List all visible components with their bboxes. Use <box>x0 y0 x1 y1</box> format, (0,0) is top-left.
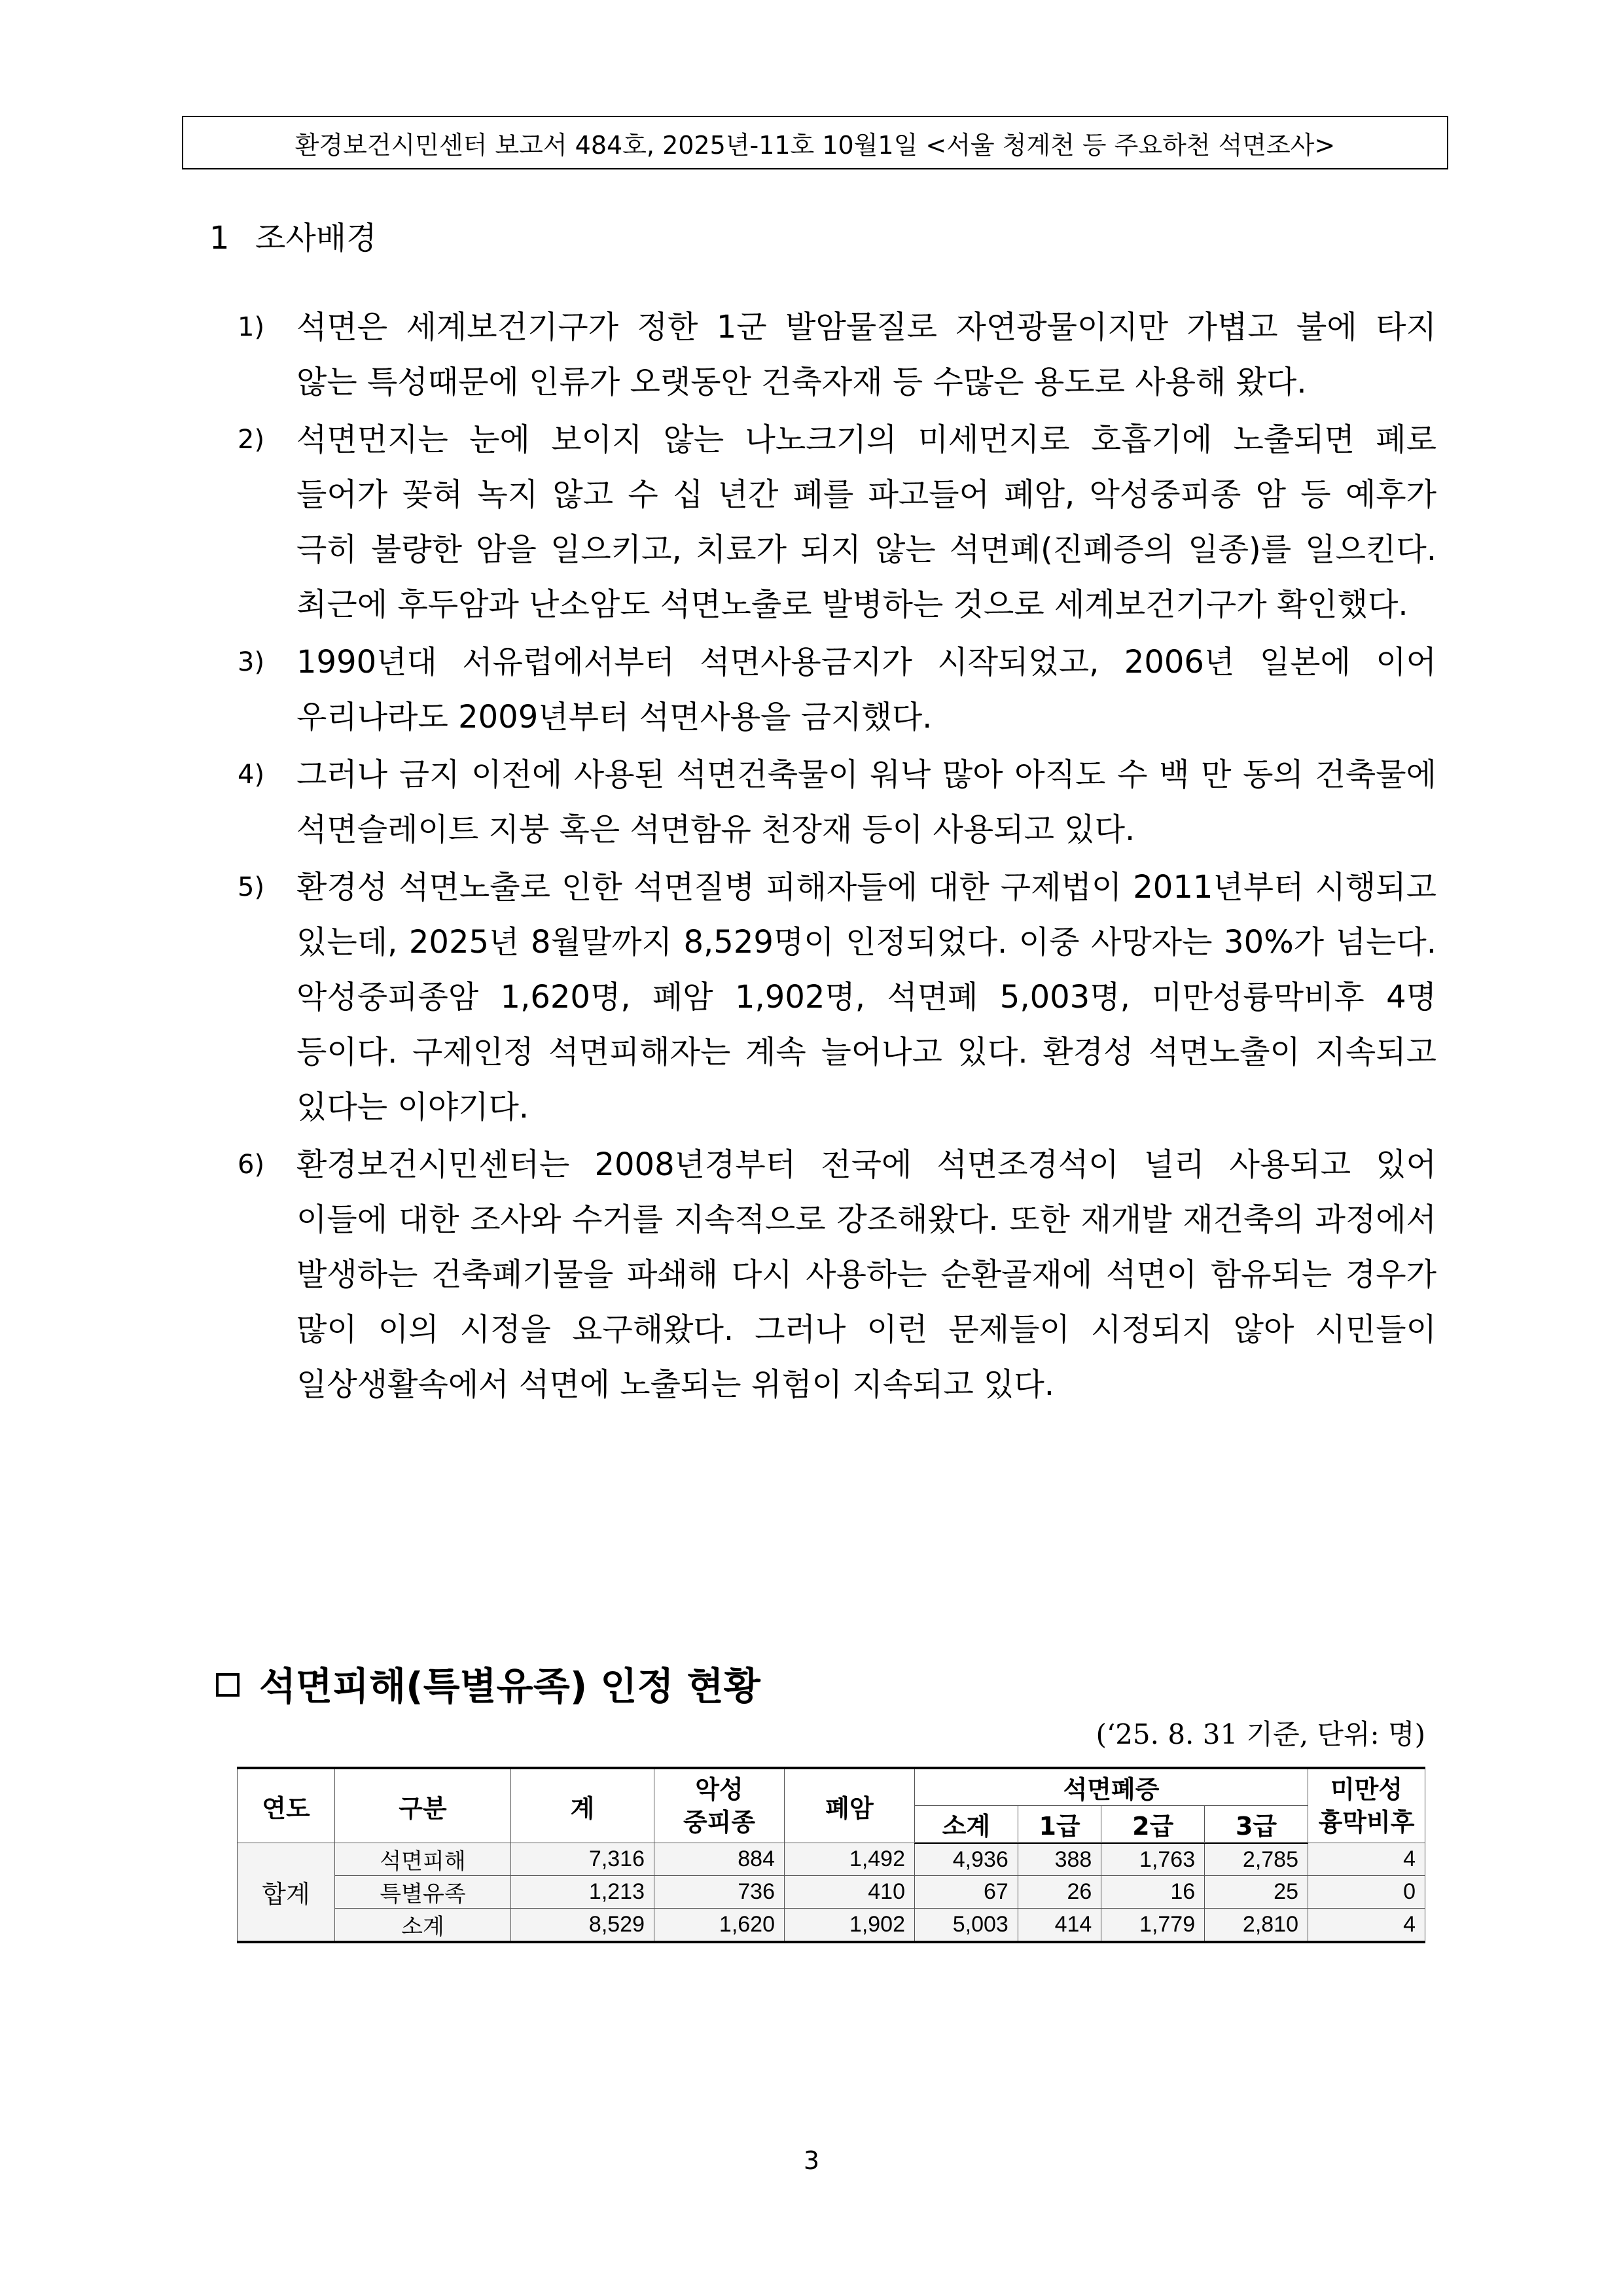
pleural-cell: 0 <box>1308 1876 1425 1909</box>
section-heading <box>209 213 376 258</box>
col-header-grade3: 3급 <box>1205 1806 1308 1843</box>
grade2-cell: 1,763 <box>1101 1843 1205 1876</box>
col-header-mesothelioma: 악성 중피종 <box>654 1768 785 1843</box>
pleural-cell: 4 <box>1308 1843 1425 1876</box>
col-header-asbestosis: 석면폐증 <box>915 1768 1308 1806</box>
list-item <box>232 1137 1436 1412</box>
subtotal-cell: 5,003 <box>915 1909 1018 1943</box>
list-item-text: 석면은 세계보건기구가 정한 1군 발암물질로 자연광물이지만 가볍고 불에 타지 않는 특성때문에 인류가 오랫동안 건축자재 등 수많은 용도로 사용해 왔다. <box>296 309 1436 400</box>
report-header <box>182 116 1448 169</box>
col-header-total: 계 <box>511 1768 654 1843</box>
asbestos-victims-table <box>237 1767 1425 1943</box>
subtotal-cell: 4,936 <box>915 1843 1018 1876</box>
grade1-cell: 388 <box>1018 1843 1101 1876</box>
grade3-cell: 2,785 <box>1205 1843 1308 1876</box>
total-cell: 7,316 <box>511 1843 654 1876</box>
meso-cell: 1,620 <box>654 1909 785 1943</box>
background-list <box>232 300 1436 1415</box>
list-item <box>232 412 1436 632</box>
page-number: 3 <box>803 2146 820 2175</box>
year-cell: 합계 <box>238 1843 335 1943</box>
table-title <box>216 1655 760 1710</box>
report-header-text: 환경보건시민센터 보고서 484호, 2025년-11호 10월1일 <서울 청계천 등 주요하천 석면조사> <box>294 130 1336 160</box>
list-item <box>232 860 1436 1135</box>
category-cell: 석면피해 <box>335 1843 511 1876</box>
grade1-cell: 26 <box>1018 1876 1101 1909</box>
lung-cell: 1,902 <box>785 1909 915 1943</box>
grade2-cell: 16 <box>1101 1876 1205 1909</box>
meso-cell: 884 <box>654 1843 785 1876</box>
list-item-text: 환경보건시민센터는 2008년경부터 전국에 석면조경석이 널리 사용되고 있어 이들에 대한 조사와 수거를 지속적으로 강조해왔다. 또한 재개발 재건축의 과정에서 발생하는 건축폐기물을 파쇄해 다시 사용하는 순환골재에 석면이 함유되는 경우가 많이 이의 시정을 요구해왔다. 그러나 이런 문제들이 시정되지 않아 시민들이 일상생활속에서 석면에 노출되는 위험이 지속되고 있다. <box>296 1146 1436 1403</box>
total-cell: 1,213 <box>511 1876 654 1909</box>
col-header-category: 구분 <box>335 1768 511 1843</box>
list-item-number: 4) <box>238 760 265 790</box>
table-row <box>238 1843 1425 1876</box>
col-header-year: 연도 <box>238 1768 335 1843</box>
list-item-number: 6) <box>238 1150 265 1180</box>
list-item-number: 1) <box>238 312 265 342</box>
grade3-cell: 2,810 <box>1205 1909 1308 1943</box>
subtotal-cell: 67 <box>915 1876 1018 1909</box>
lung-cell: 1,492 <box>785 1843 915 1876</box>
checkbox-bullet-icon <box>216 1673 240 1697</box>
grade3-cell: 25 <box>1205 1876 1308 1909</box>
list-item <box>232 300 1436 410</box>
section-number: 1 <box>209 220 230 256</box>
list-item <box>232 635 1436 745</box>
lung-cell: 410 <box>785 1876 915 1909</box>
category-cell: 특별유족 <box>335 1876 511 1909</box>
list-item-text: 석면먼지는 눈에 보이지 않는 나노크기의 미세먼지로 호흡기에 노출되면 폐로 들어가 꽂혀 녹지 않고 수 십 년간 폐를 파고들어 폐암, 악성중피종 암 등 예후가 극히 불량한 암을 일으키고, 치료가 되지 않는 석면폐(진폐증의 일종)를 일으킨다. 최근에 후두암과 난소암도 석면노출로 발병하는 것으로 세계보건기구가 확인했다. <box>296 421 1436 623</box>
list-item-text: 1990년대 서유럽에서부터 석면사용금지가 시작되었고, 2006년 일본에 이어 우리나라도 2009년부터 석면사용을 금지했다. <box>296 644 1436 735</box>
meso-cell: 736 <box>654 1876 785 1909</box>
col-header-grade2: 2급 <box>1101 1806 1205 1843</box>
pleural-cell: 4 <box>1308 1909 1425 1943</box>
col-header-lung-cancer: 폐암 <box>785 1768 915 1843</box>
grade1-cell: 414 <box>1018 1909 1101 1943</box>
table-title-text: 석면피해(특별유족) 인정 현황 <box>259 1664 760 1708</box>
list-item-text: 그러나 금지 이전에 사용된 석면건축물이 워낙 많아 아직도 수 백 만 동의 건축물에 석면슬레이트 지붕 혹은 석면함유 천장재 등이 사용되고 있다. <box>296 756 1436 848</box>
col-header-pleural: 미만성 흉막비후 <box>1308 1768 1425 1843</box>
grade2-cell: 1,779 <box>1101 1909 1205 1943</box>
list-item <box>232 747 1436 857</box>
total-cell: 8,529 <box>511 1909 654 1943</box>
col-header-subtotal: 소계 <box>915 1806 1018 1843</box>
table-row <box>238 1876 1425 1909</box>
list-item-number: 2) <box>238 425 265 455</box>
list-item-number: 3) <box>238 647 265 677</box>
col-header-grade1: 1급 <box>1018 1806 1101 1843</box>
category-cell: 소계 <box>335 1909 511 1943</box>
list-item-text: 환경성 석면노출로 인한 석면질병 피해자들에 대한 구제법이 2011년부터 시행되고 있는데, 2025년 8월말까지 8,529명이 인정되었다. 이중 사망자는 30%가 넘는다. 악성중피종암 1,620명, 폐암 1,902명, 석면폐 5,003명, 미만성륭막비후 4명 등이다. 구제인정 석면피해자는 계속 늘어나고 있다. 환경성 석면노출이 지속되고 있다는 이야기다. <box>296 869 1436 1125</box>
list-item-number: 5) <box>238 872 265 902</box>
table-note: (‘25. 8. 31 기준, 단위: 명) <box>1096 1718 1425 1750</box>
table-row <box>238 1909 1425 1943</box>
section-title: 조사배경 <box>255 220 377 256</box>
